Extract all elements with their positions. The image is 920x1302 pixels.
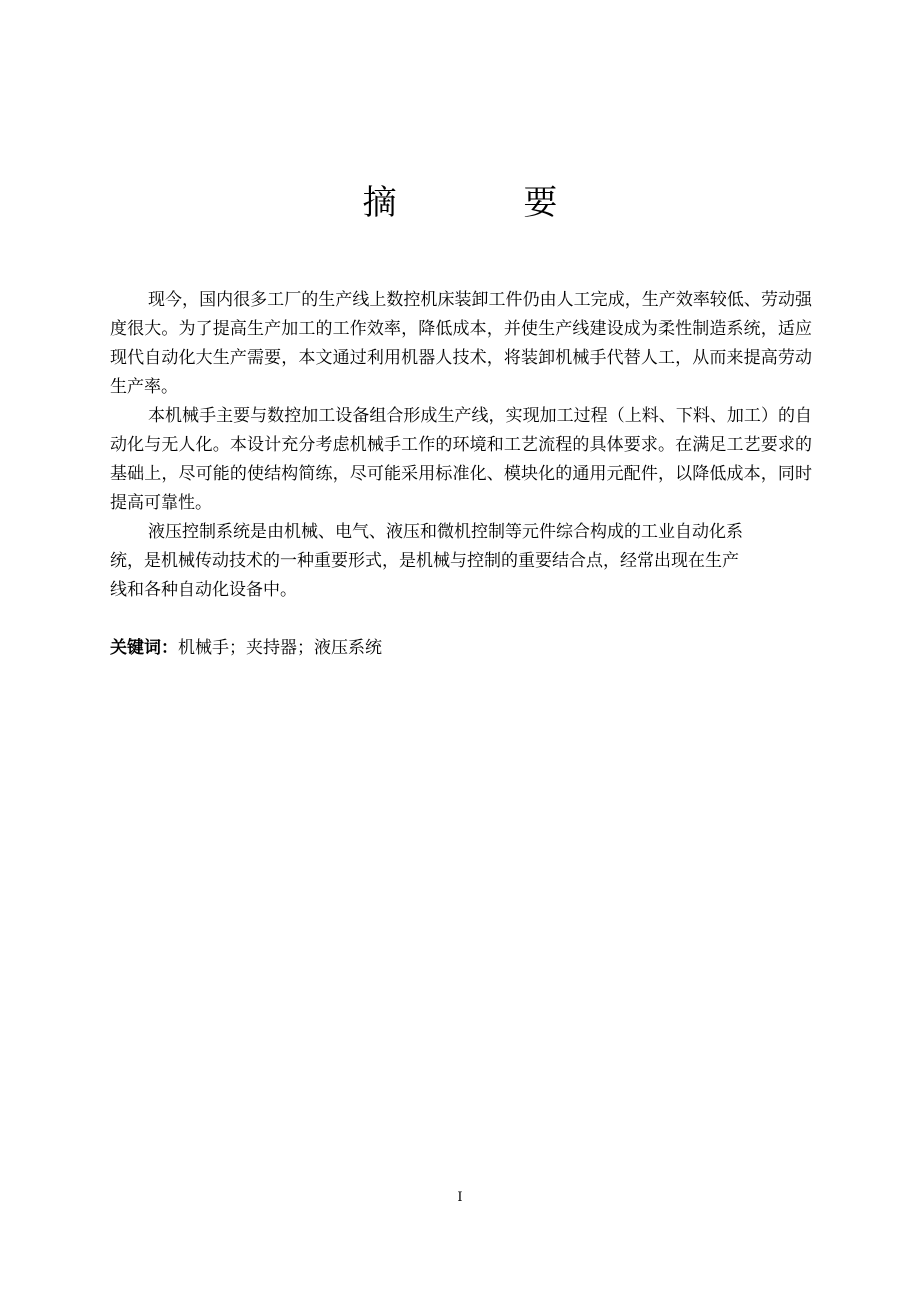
abstract-title: 摘 要 (362, 183, 616, 223)
abstract-paragraph-3: 液压控制系统是由机械、电气、液压和微机控制等元件综合构成的工业自动化系统，是机械传动技术的一种重要形式，是机械与控制的重要结合点，经常出现在生产线和各种自动化设备中。 (110, 522, 743, 600)
abstract-paragraph-1: 现今，国内很多工厂的生产线上数控机床装卸工件仍由人工完成，生产效率较低、劳动强度很大。为了提高生产加工的工作效率，降低成本，并使生产线建设成为柔性制造系统，适应现代自动化大生产需要，本文通过利用机器人技术，将装卸机械手代替人工，从而来提高劳动生产率。 (110, 290, 812, 397)
keywords-line (110, 634, 382, 663)
page-number: I (457, 1190, 463, 1205)
keywords-value: 机械手；夹持器；液压系统 (178, 638, 382, 658)
abstract-body (110, 286, 812, 605)
abstract-paragraph-2: 本机械手主要与数控加工设备组合形成生产线，实现加工过程（上料、下料、加工）的自动化与无人化。本设计充分考虑机械手工作的环境和工艺流程的具体要求。在满足工艺要求的基础上，尽可能的使结构简练，尽可能采用标准化、模块化的通用元配件，以降低成本，同时提高可靠性。 (110, 406, 812, 513)
keywords-label: 关键词： (110, 638, 178, 658)
